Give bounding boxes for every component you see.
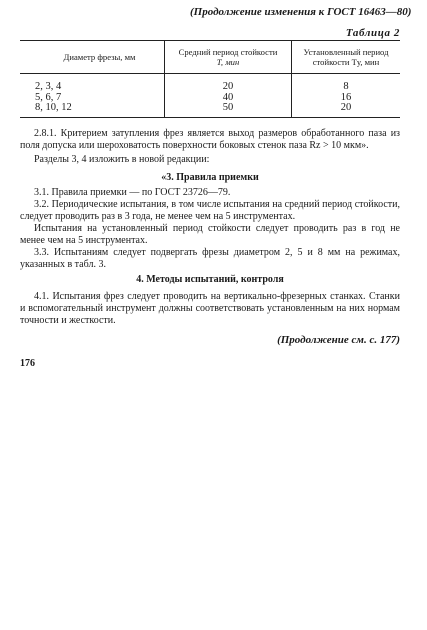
header-mean-period-line2: T, мин: [216, 57, 240, 67]
paragraph-4-1: 4.1. Испытания фрез следует проводить на вертикально-фрезерных станках. Станки и вспомогательный инструмент должны соответствовать установленным на них нормам точности и жесткости.: [20, 291, 400, 326]
header-mean-period: [165, 41, 292, 74]
cell-diameter: 8, 10, 12: [35, 102, 72, 113]
page-number: 176: [20, 358, 35, 369]
stability-table: [20, 40, 400, 118]
paragraph-3-1: 3.1. Правила приемки — по ГОСТ 23726—79.: [34, 187, 231, 198]
cell-set-period: 20: [292, 103, 401, 117]
table-cell: [20, 74, 165, 93]
table-label: Таблица 2: [345, 27, 400, 39]
header-set-period: [292, 41, 401, 74]
table-cell: [20, 103, 165, 117]
paragraph-2-8-1: 2.8.1. Критерием затупления фрез является выход размеров обработанного паза из поля допуска или шероховатость поверхности боковых стенок паза Rz > 10 мкм».: [20, 128, 400, 151]
paragraph-sections-instruction: Разделы 3, 4 изложить в новой редакции:: [34, 154, 210, 165]
header-diameter-text: Диаметр фрезы, мм: [63, 52, 136, 62]
cell-diameter: 5, 6, 7: [35, 91, 62, 103]
cell-set-period: 8: [292, 74, 401, 93]
header-diameter: [20, 41, 165, 74]
table-header-row: [20, 41, 400, 74]
header-set-period-line1: Установленный период: [303, 47, 389, 57]
cell-mean-period: 20: [165, 74, 292, 93]
section-3-heading: «3. Правила приемки: [161, 172, 259, 183]
cell-mean-period: 40: [165, 93, 292, 104]
continuation-footer: (Продолжение см. с. 177): [277, 334, 400, 346]
header-set-period-line2: стойкости Tу, мин: [312, 57, 380, 67]
table-row: [20, 74, 400, 93]
continuation-header: (Продолжение изменения к ГОСТ 16463—80): [190, 6, 412, 18]
paragraph-3-2: 3.2. Периодические испытания, в том числе испытания на средний период стойкости, следует проводить раз в 3 года, не менее чем на 5 инструментах.: [20, 199, 400, 222]
cell-mean-period: 50: [165, 103, 292, 117]
header-mean-period-line1: Средний период стойкости: [178, 47, 278, 57]
paragraph-3-3: 3.3. Испытаниям следует подвергать фрезы диаметром 2, 5 и 8 мм на режимах, указанных в табл. 3.: [20, 247, 400, 270]
cell-set-period: 16: [292, 93, 401, 104]
section-4-heading: 4. Методы испытаний, контроля: [136, 274, 284, 285]
paragraph-3-2-continued: Испытания на установленный период стойкости следует проводить раз в год не менее чем на 5 инструментах.: [20, 223, 400, 246]
table-row: [20, 103, 400, 117]
cell-diameter: 2, 3, 4: [35, 81, 62, 92]
